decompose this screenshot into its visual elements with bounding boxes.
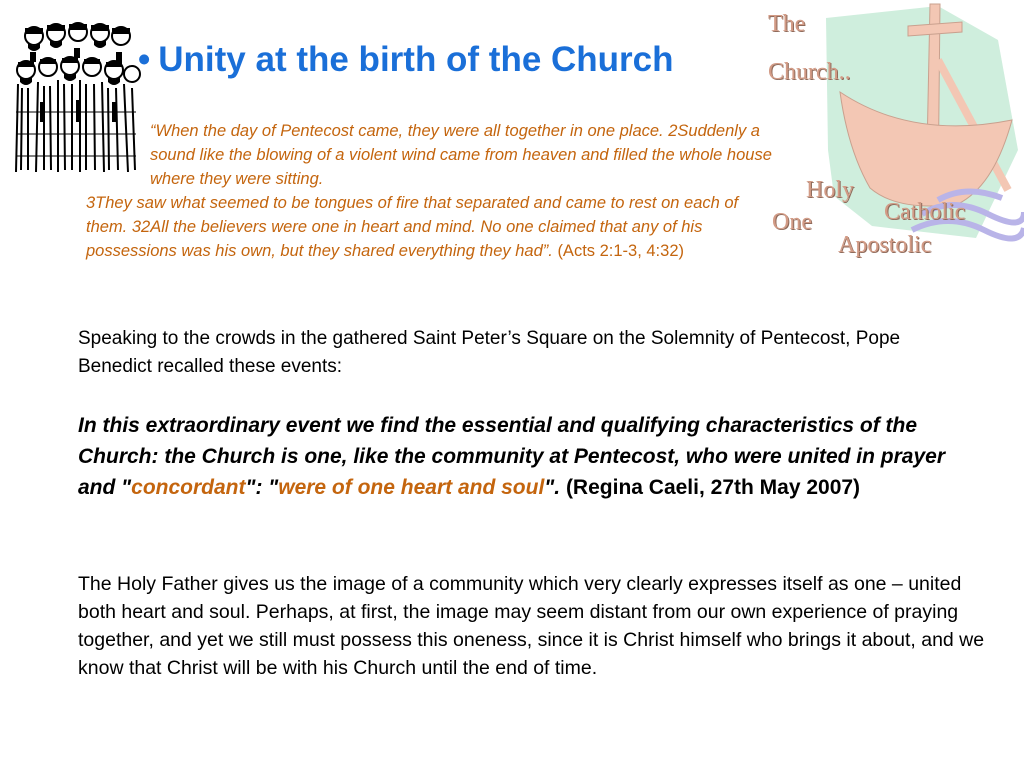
scripture-quote [86, 119, 776, 263]
scripture-line1: “When the day of Pentecost came, they were all together in one place. 2Suddenly a sound like the blowing of a violent wind came from heaven and filled the whole house where they were sitting. [150, 122, 772, 188]
quote-part3: ". [544, 476, 561, 499]
quote-part1: In this extraordinary event we find the essential and qualifying characteristics of the Church: the Church is one, like the community at Pentecost, who were united in prayer and " [78, 414, 945, 499]
logo-text-the: The [768, 11, 806, 37]
title-text: Unity at the birth of the Church [158, 40, 674, 79]
intro-paragraph: Speaking to the crowds in the gathered Saint Peter’s Square on the Solemnity of Pentecost, Pope Benedict recalled these events: [78, 328, 901, 377]
logo-text-holy: Holy [806, 177, 854, 203]
closing-paragraph: The Holy Father gives us the image of a community which very clearly expresses itself as one – united both heart and soul. Perhaps, at first, the image may seem distant from our own experience of praying together, and yet we still must possess this oneness, since it is Christ himself who brings it about, and we know that Christ will be with his Church until the end of time. [78, 573, 985, 679]
logo-text-church: Church.. [768, 59, 851, 85]
church-logo [762, 0, 1024, 270]
quote-highlight-concordant: concordant [131, 476, 246, 499]
quote-reference: (Regina Caeli, 27th May 2007) [565, 476, 861, 499]
pope-quote [78, 410, 978, 503]
slide-title [138, 40, 674, 80]
scripture-rest: 3They saw what seemed to be tongues of fire that separated and came to rest on each of them. 32All the believers were one in heart and mind. No one claimed that any of his possessions was his own, but they shared everything they had”. [86, 194, 739, 260]
quote-part2: ": " [245, 476, 279, 499]
logo-text-apostolic: Apostolic [838, 232, 932, 258]
logo-text-one: One [772, 209, 812, 235]
title-bullet: • [138, 40, 151, 79]
logo-text-catholic: Catholic [884, 199, 966, 225]
scripture-reference: (Acts 2:1-3, 4:32) [557, 242, 684, 260]
quote-highlight-heart-soul: were of one heart and soul [278, 476, 545, 499]
